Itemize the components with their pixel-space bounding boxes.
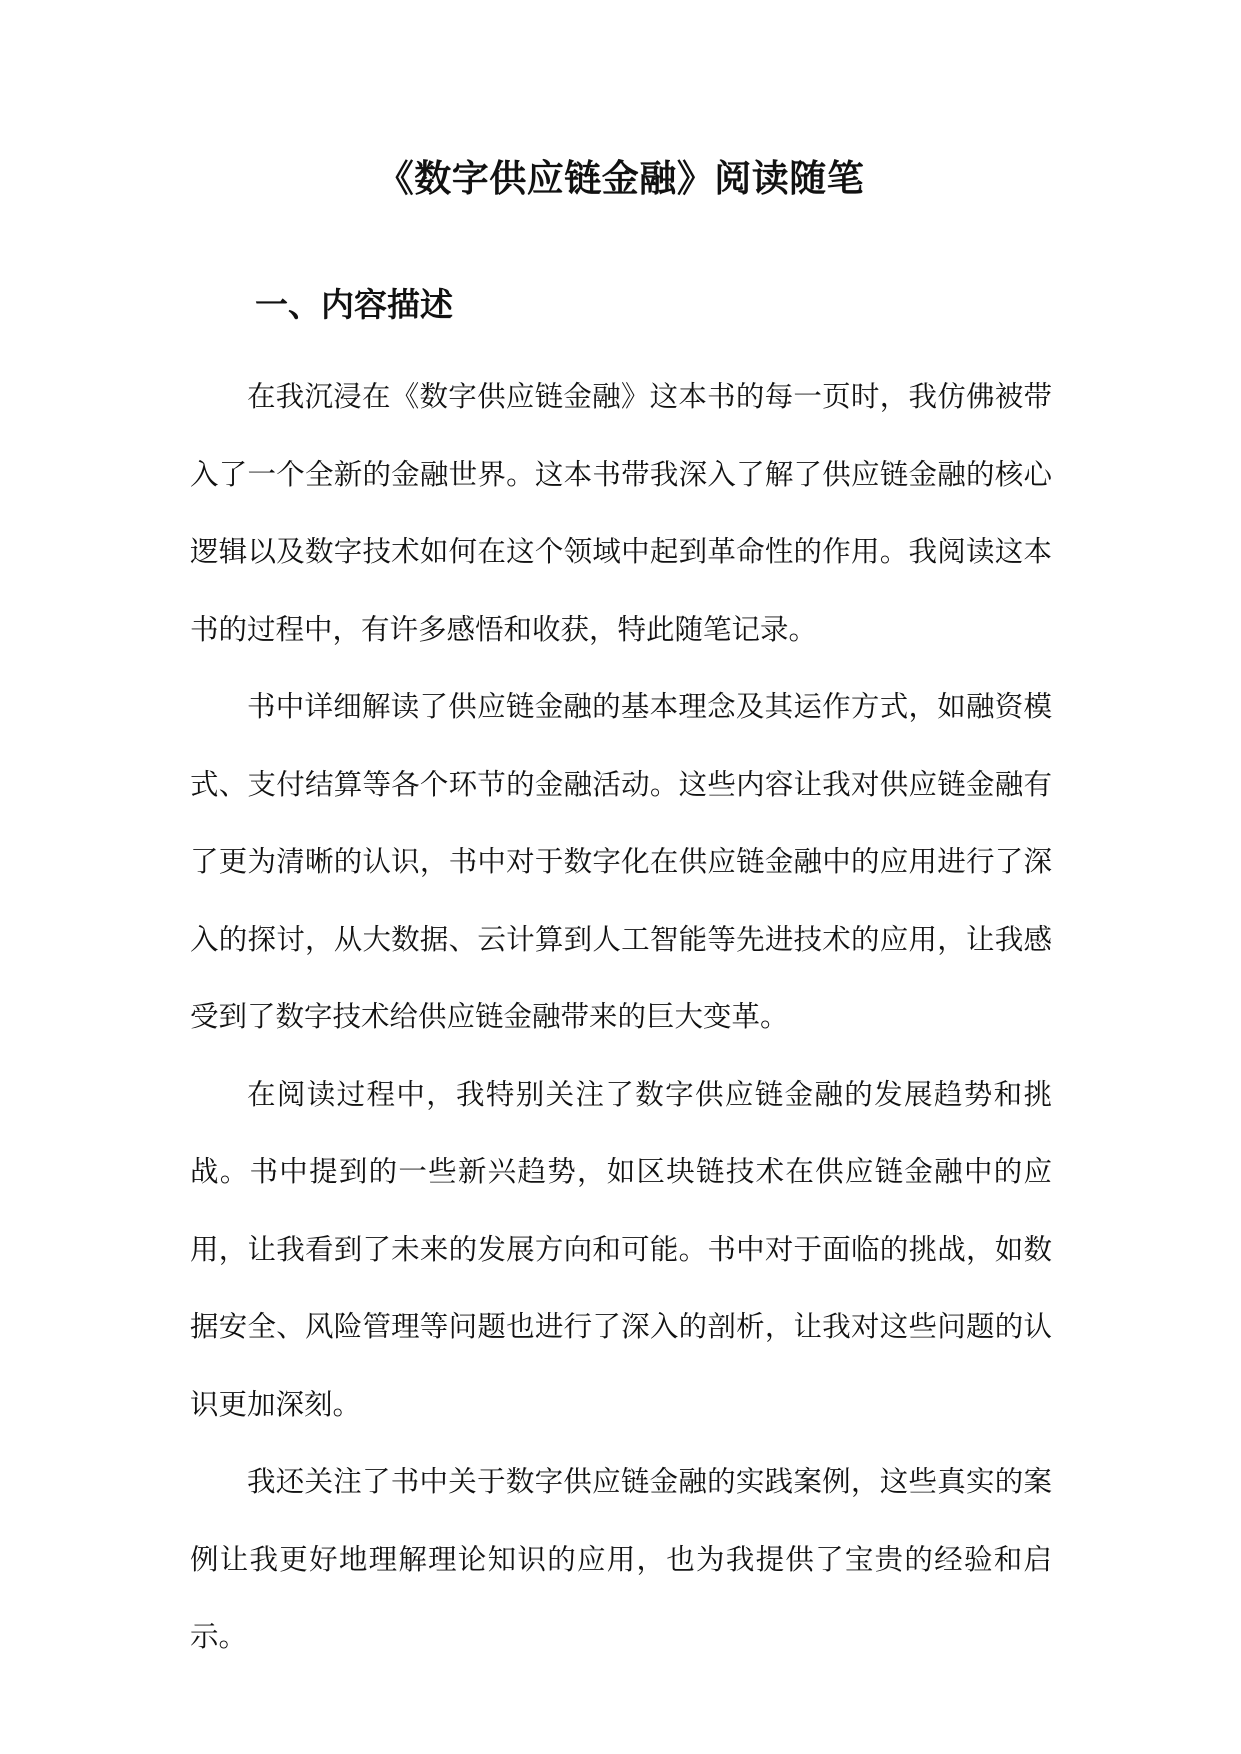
paragraph-1: 在我沉浸在《数字供应链金融》这本书的每一页时，我仿佛被带入了一个全新的金融世界。这本书带我深入了解了供应链金融的核心逻辑以及数字技术如何在这个领域中起到革命性的作用。我阅读这本书的过程中，有许多感悟和收获，特此随笔记录。 [190,380,1052,646]
section-heading: 一、内容描述 [255,285,453,324]
paragraph-3: 在阅读过程中，我特别关注了数字供应链金融的发展趋势和挑战。书中提到的一些新兴趋势，如区块链技术在供应链金融中的应用，让我看到了未来的发展方向和可能。书中对于面临的挑战，如数据安全、风险管理等问题也进行了深入的剖析，让我对这些问题的认识更加深刻。 [190,1077,1052,1421]
paragraph-4: 我还关注了书中关于数字供应链金融的实践案例，这些真实的案例让我更好地理解理论知识的应用，也为我提供了宝贵的经验和启示。 [190,1465,1052,1653]
document-title: 《数字供应链金融》阅读随笔 [376,156,865,200]
document-body [190,358,1052,1676]
paragraph-2: 书中详细解读了供应链金融的基本理念及其运作方式，如融资模式、支付结算等各个环节的金融活动。这些内容让我对供应链金融有了更为清晰的认识，书中对于数字化在供应链金融中的应用进行了深入的探讨，从大数据、云计算到人工智能等先进技术的应用，让我感受到了数字技术给供应链金融带来的巨大变革。 [190,690,1052,1033]
